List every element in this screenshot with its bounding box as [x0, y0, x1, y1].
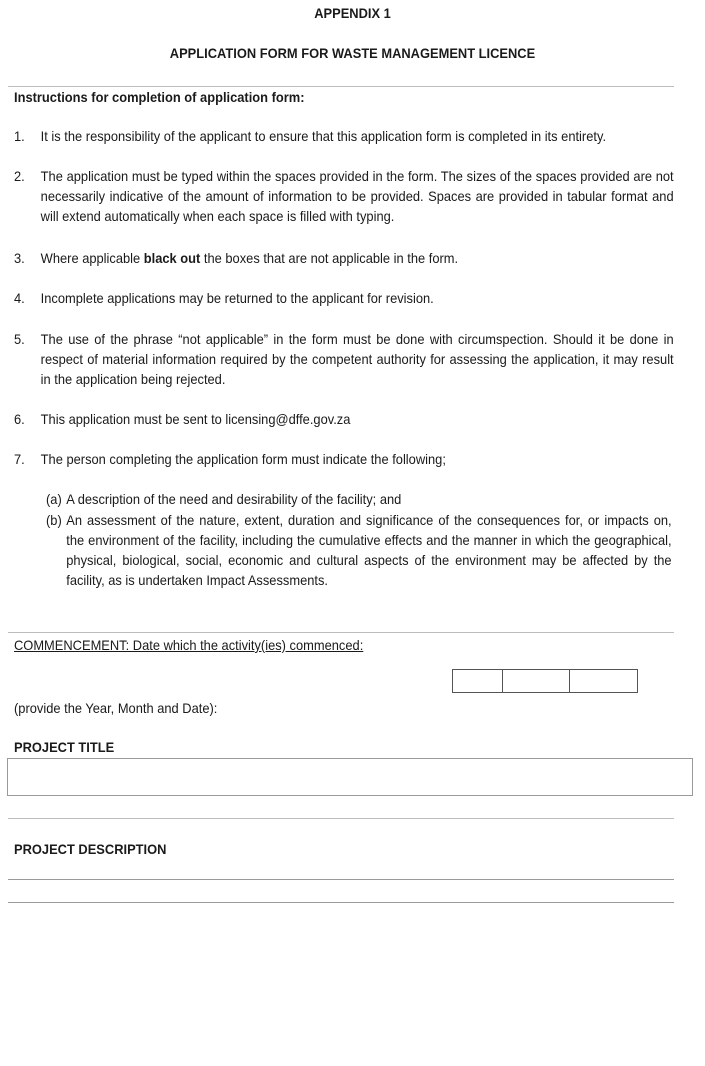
item-number: 2.	[14, 168, 25, 184]
divider	[8, 632, 674, 633]
instruction-item-6	[14, 409, 674, 429]
instructions-heading: Instructions for completion of application form:	[14, 89, 305, 105]
subitem-text: An assessment of the nature, extent, duration and significance of the consequences for, or impacts on, the environment of the facility, including the cumulative effects and the manner in which the geographical, physical, biological, social, economic and cultural aspects of the environment may be affected by the facility, as is undertaken Impact Assessments.	[66, 512, 672, 588]
instruction-item-5	[14, 329, 674, 389]
item-text-bold: black out	[143, 250, 201, 266]
item-text: The use of the phrase “not applicable” in the form must be done with circumspection. Should it be done in respect of material information required by the competent authority for assessing the application, it may result in the application being rejected.	[40, 331, 674, 387]
item-text: The application must be typed within the spaces provided in the form. The sizes of the spaces provided are not necessarily indicative of the amount of information to be provided. Spaces are provided in tabular format and will extend automatically when each space is filled with typing.	[40, 168, 674, 224]
item-number: 3.	[14, 250, 25, 266]
item-number: 5.	[14, 331, 25, 347]
commencement-day-field[interactable]	[569, 669, 638, 693]
form-title	[0, 45, 705, 61]
commencement-month-field[interactable]	[502, 669, 570, 693]
item-text-post: the boxes that are not applicable in the form.	[200, 250, 459, 266]
instruction-item-4	[14, 288, 674, 308]
appendix-label: APPENDIX 1	[314, 5, 391, 21]
subitem-a	[46, 489, 672, 509]
subitem-label: (a)	[46, 491, 62, 507]
item-text: Incomplete applications may be returned to the applicant for revision.	[40, 290, 434, 306]
item-text: This application must be sent to licensing@dffe.gov.za	[40, 411, 351, 427]
instruction-item-3	[14, 248, 674, 268]
project-description-label: PROJECT DESCRIPTION	[14, 841, 167, 857]
commencement-hint: (provide the Year, Month and Date):	[14, 700, 218, 716]
item-text: It is the responsibility of the applicant to ensure that this application form is completed in its entirety.	[40, 128, 607, 144]
commencement-year-field[interactable]	[452, 669, 503, 693]
item-number: 1.	[14, 128, 25, 144]
item-number: 4.	[14, 290, 25, 306]
form-title-text: APPLICATION FORM FOR WASTE MANAGEMENT LICENCE	[169, 45, 536, 61]
item-text: The person completing the application form must indicate the following;	[40, 451, 446, 467]
divider	[8, 818, 674, 819]
item-number: 7.	[14, 451, 25, 467]
item-text-pre: Where applicable	[40, 250, 144, 266]
project-description-field[interactable]	[8, 879, 674, 903]
project-title-field[interactable]	[7, 758, 693, 796]
appendix-heading	[0, 5, 705, 21]
commencement-label: COMMENCEMENT: Date which the activity(ies) commenced:	[14, 637, 364, 653]
item-text	[41, 248, 674, 268]
subitem-text: A description of the need and desirability of the facility; and	[66, 491, 402, 507]
instruction-item-2	[14, 166, 674, 226]
divider	[8, 86, 674, 87]
project-title-label: PROJECT TITLE	[14, 739, 115, 755]
instruction-item-7	[14, 449, 674, 469]
subitem-b	[46, 510, 672, 590]
subitem-label: (b)	[46, 512, 62, 528]
instruction-item-1	[14, 126, 674, 146]
item-number: 6.	[14, 411, 25, 427]
